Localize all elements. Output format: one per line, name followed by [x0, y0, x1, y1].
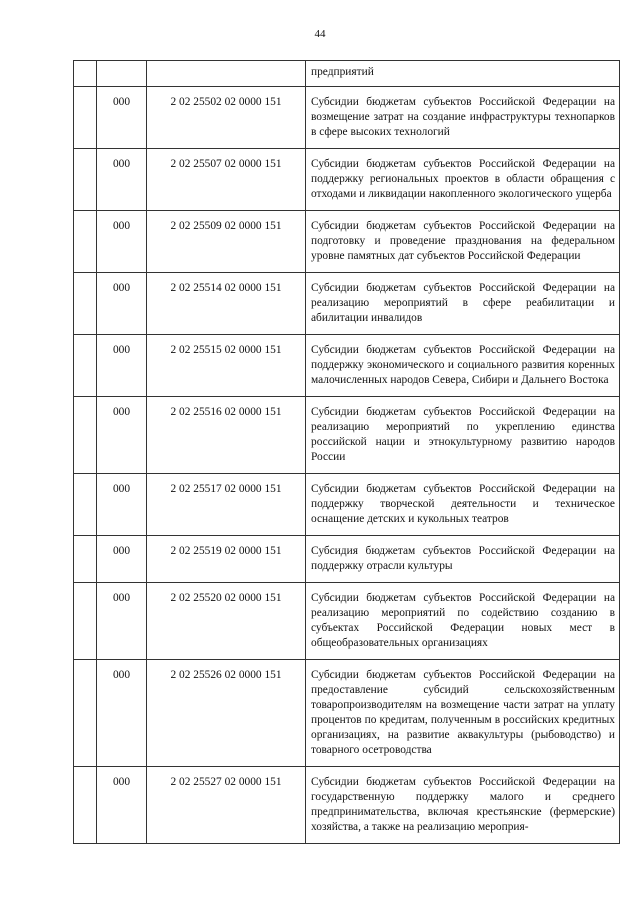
table-row: [74, 335, 620, 397]
description-cell: Субсидии бюджетам субъектов Российской Федерации на реализацию мероприятий по укреплению единства российской нации и этнокультурному развитию народов России: [306, 397, 620, 474]
admin-code-cell: 000: [97, 583, 147, 660]
margin-cell: [74, 583, 97, 660]
table-row: [74, 87, 620, 149]
table-row: [74, 660, 620, 767]
table-row: [74, 273, 620, 335]
budget-code-cell: [147, 61, 306, 87]
description-cell: Субсидии бюджетам субъектов Российской Федерации на реализацию мероприятий в сфере реабилитации и абилитации инвалидов: [306, 273, 620, 335]
admin-code-cell: [97, 61, 147, 87]
margin-cell: [74, 211, 97, 273]
description-cell: Субсидии бюджетам субъектов Российской Федерации на поддержку региональных проектов в области обращения с отходами и ликвидации накопленного экологического ущерба: [306, 149, 620, 211]
budget-code-cell: 2 02 25527 02 0000 151: [147, 767, 306, 844]
budget-code-cell: 2 02 25509 02 0000 151: [147, 211, 306, 273]
admin-code-cell: 000: [97, 149, 147, 211]
margin-cell: [74, 61, 97, 87]
admin-code-cell: 000: [97, 397, 147, 474]
page-number: 44: [314, 28, 326, 40]
description-cell: Субсидия бюджетам субъектов Российской Федерации на поддержку отрасли культуры: [306, 536, 620, 583]
margin-cell: [74, 660, 97, 767]
admin-code-cell: 000: [97, 87, 147, 149]
admin-code-cell: 000: [97, 273, 147, 335]
margin-cell: [74, 87, 97, 149]
table-row: [74, 767, 620, 844]
admin-code-cell: 000: [97, 474, 147, 536]
budget-codes-table: [73, 60, 620, 844]
budget-code-cell: 2 02 25519 02 0000 151: [147, 536, 306, 583]
budget-code-cell: 2 02 25526 02 0000 151: [147, 660, 306, 767]
margin-cell: [74, 536, 97, 583]
description-cell: Субсидии бюджетам субъектов Российской Федерации на возмещение затрат на создание инфраструктуры технопарков в сфере высоких технологий: [306, 87, 620, 149]
description-cell: Субсидии бюджетам субъектов Российской Федерации на предоставление субсидий сельскохозяйственным товаропроизводителям на возмещение части затрат на уплату процентов по кредитам, полученным в российских кредитных организациях, на развитие аквакультуры (рыбоводство) и товарного осетроводства: [306, 660, 620, 767]
table-row: [74, 211, 620, 273]
budget-code-cell: 2 02 25502 02 0000 151: [147, 87, 306, 149]
admin-code-cell: 000: [97, 660, 147, 767]
table-row: [74, 397, 620, 474]
table-row: [74, 149, 620, 211]
margin-cell: [74, 397, 97, 474]
description-cell: предприятий: [306, 61, 620, 87]
budget-code-cell: 2 02 25520 02 0000 151: [147, 583, 306, 660]
margin-cell: [74, 149, 97, 211]
budget-code-cell: 2 02 25514 02 0000 151: [147, 273, 306, 335]
table-row-continuation: [74, 61, 620, 87]
budget-code-cell: 2 02 25507 02 0000 151: [147, 149, 306, 211]
margin-cell: [74, 474, 97, 536]
margin-cell: [74, 335, 97, 397]
description-cell: Субсидии бюджетам субъектов Российской Федерации на поддержку творческой деятельности и техническое оснащение детских и кукольных театров: [306, 474, 620, 536]
margin-cell: [74, 273, 97, 335]
budget-code-cell: 2 02 25517 02 0000 151: [147, 474, 306, 536]
description-cell: Субсидии бюджетам субъектов Российской Федерации на реализацию мероприятий по содействию созданию в субъектах Российской Федерации новых мест в общеобразовательных организациях: [306, 583, 620, 660]
admin-code-cell: 000: [97, 211, 147, 273]
margin-cell: [74, 767, 97, 844]
budget-code-cell: 2 02 25515 02 0000 151: [147, 335, 306, 397]
admin-code-cell: 000: [97, 767, 147, 844]
table-row: [74, 474, 620, 536]
table-row: [74, 536, 620, 583]
table-row: [74, 583, 620, 660]
description-cell: Субсидии бюджетам субъектов Российской Федерации на подготовку и проведение празднования на федеральном уровне памятных дат субъектов Российской Федерации: [306, 211, 620, 273]
admin-code-cell: 000: [97, 536, 147, 583]
admin-code-cell: 000: [97, 335, 147, 397]
budget-code-cell: 2 02 25516 02 0000 151: [147, 397, 306, 474]
description-cell: Субсидии бюджетам субъектов Российской Федерации на поддержку экономического и социального развития коренных малочисленных народов Севера, Сибири и Дальнего Востока: [306, 335, 620, 397]
description-cell: Субсидии бюджетам субъектов Российской Федерации на государственную поддержку малого и среднего предпринимательства, включая крестьянские (фермерские) хозяйства, а также на реализацию мероприя-: [306, 767, 620, 844]
